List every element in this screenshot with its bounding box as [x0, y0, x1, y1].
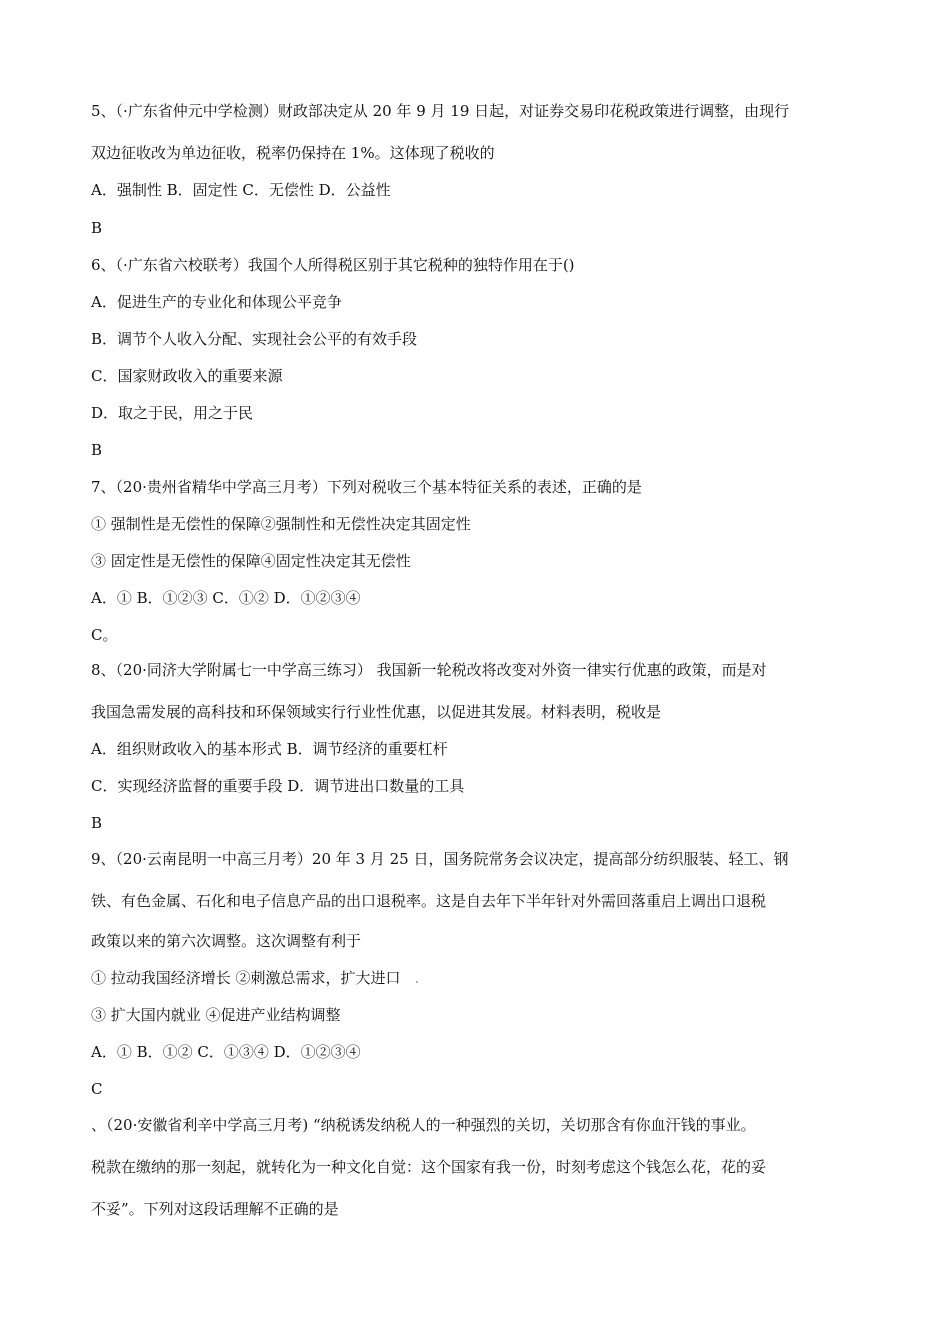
q9-stem-line-2: 铁、有色金属、石化和电子信息产品的出口退税率。这是自去年下半年针对外需回落重启上调出口退税 [91, 892, 767, 910]
q9-answer: C [91, 1080, 103, 1098]
q7-statements-1: ① 强制性是无偿性的保障②强制性和无偿性决定其固定性 [91, 515, 471, 533]
q5-answer: B [91, 219, 103, 237]
q8-options-1: A．组织财政收入的基本形式 B．调节经济的重要杠杆 [91, 740, 448, 758]
q7-stem: 7、（20·贵州省精华中学高三月考）下列对税收三个基本特征关系的表述，正确的是 [91, 478, 642, 496]
q9-statements-1 [91, 968, 871, 988]
q9-statements-1-text: ① 拉动我国经济增长 ②刺激总需求，扩大进口 [91, 969, 401, 987]
q7-statements-2: ③ 固定性是无偿性的保障④固定性决定其无偿性 [91, 552, 411, 570]
q8-stem-line-1: 8、（20·同济大学附属七一中学高三练习） 我国新一轮税改将改变对外资一律实行优惠的政策，而是对 [91, 661, 767, 679]
q5-stem-line-1: 5、（·广东省仲元中学检测）财政部决定从 20 年 9 月 19 日起，对证券交易印花税政策进行调整，由现行 [91, 102, 790, 120]
q6-option-b: B．调节个人收入分配、实现社会公平的有效手段 [91, 330, 418, 348]
q6-answer: B [91, 441, 103, 459]
q6-option-c: C．国家财政收入的重要来源 [91, 367, 283, 385]
q10-stem-line-1: 、（20·安徽省利辛中学高三月考) “纳税诱发纳税人的一种强烈的关切，关切那含有你血汗钱的事业。 [91, 1116, 756, 1134]
q7-options: A．① B．①②③ C．①② D．①②③④ [91, 589, 361, 607]
q6-stem: 6、（·广东省六校联考）我国个人所得税区别于其它税种的独特作用在于() [91, 256, 575, 274]
q10-stem-line-2: 税款在缴纳的那一刻起，就转化为一种文化自觉：这个国家有我一份，时刻考虑这个钱怎么花，花的妥 [91, 1158, 767, 1176]
q9-statements-2: ③ 扩大国内就业 ④促进产业结构调整 [91, 1006, 341, 1024]
q7-answer: C。 [91, 626, 118, 644]
q6-option-a: A．促进生产的专业化和体现公平竞争 [91, 293, 342, 311]
faint-mark: . [414, 969, 420, 987]
q9-stem-line-3: 政策以来的第六次调整。这次调整有利于 [91, 932, 362, 950]
q9-options: A．① B．①② C．①③④ D．①②③④ [91, 1043, 361, 1061]
q5-options: A．强制性 B．固定性 C．无偿性 D．公益性 [91, 181, 391, 199]
q9-stem-line-1: 9、（20·云南昆明一中高三月考）20 年 3 月 25 日，国务院常务会议决定，提高部分纺织服装、轻工、钢 [91, 850, 789, 868]
q6-option-d: D．取之于民，用之于民 [91, 404, 254, 422]
q5-stem-line-2: 双边征收改为单边征收，税率仍保持在 1%。这体现了税收的 [91, 144, 495, 162]
q8-answer: B [91, 814, 103, 832]
q8-stem-line-2: 我国急需发展的高科技和环保领域实行行业性优惠，以促进其发展。材料表明，税收是 [91, 703, 662, 721]
q8-options-2: C．实现经济监督的重要手段 D．调节进出口数量的工具 [91, 777, 465, 795]
q10-stem-line-3: 不妥”。下列对这段话理解不正确的是 [91, 1200, 339, 1218]
